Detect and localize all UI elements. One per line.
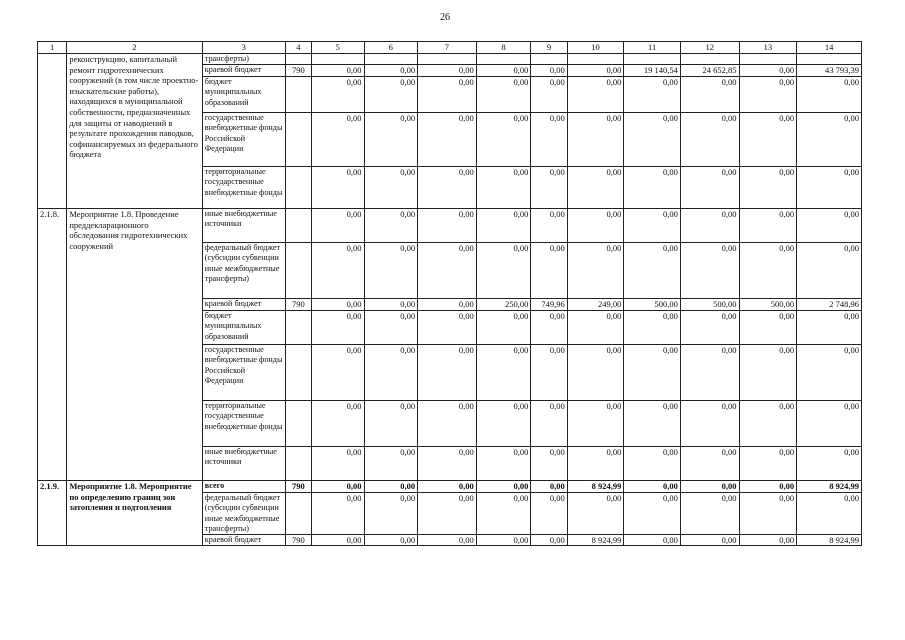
item-code: 2.1.9.	[38, 481, 67, 546]
column-number-header: 3	[202, 42, 285, 54]
amount-value: 0,00	[476, 401, 531, 447]
item-description: реконструкцию, капитальный ремонт гидротехнических сооружений (в том числе проектно-изыскательские работы), находящихся в муниципальной собственности, предназначенных для защиты от наводнений в результате прохождения паводков, софинансируемых из федерального бюджета	[67, 54, 202, 209]
budget-table	[37, 41, 862, 546]
amount-value: 0,00	[531, 535, 567, 546]
amount-value: 0,00	[311, 113, 364, 167]
amount-value: 0,00	[624, 345, 681, 401]
amount-value: 0,00	[311, 535, 364, 546]
amount-value: 0,00	[739, 65, 797, 77]
amount-value: 0,00	[476, 167, 531, 209]
amount-value: 0,00	[624, 493, 681, 535]
amount-value: 0,00	[739, 447, 797, 481]
amount-value: 0,00	[680, 481, 739, 493]
total-value: 8 924,99	[797, 535, 862, 546]
column-number-header: 13	[739, 42, 797, 54]
total-value: 2 748,96	[797, 299, 862, 311]
column-number-header: 7	[418, 42, 477, 54]
amount-value: 0,00	[739, 77, 797, 113]
amount-value: 0,00	[531, 447, 567, 481]
total-value: 0,00	[797, 167, 862, 209]
amount-value: 0,00	[739, 209, 797, 243]
amount-value: 0,00	[567, 113, 624, 167]
amount-value: 0,00	[567, 77, 624, 113]
column-number-header: 5	[311, 42, 364, 54]
amount-value: 0,00	[680, 401, 739, 447]
amount-value: 0,00	[739, 167, 797, 209]
amount-value: 0,00	[624, 167, 681, 209]
amount-value: 0,00	[624, 535, 681, 546]
amount-value: 0,00	[311, 447, 364, 481]
amount-value: 0,00	[364, 481, 418, 493]
table-row	[38, 54, 862, 65]
amount-value: 0,00	[476, 311, 531, 345]
admin-code	[285, 243, 311, 299]
total-value: 0,00	[797, 311, 862, 345]
admin-code: 790	[285, 535, 311, 546]
amount-value: 0,00	[364, 65, 418, 77]
amount-value: 0,00	[311, 243, 364, 299]
amount-value: 0,00	[311, 345, 364, 401]
funding-source: территориальные государственные внебюджетные фонды	[202, 167, 285, 209]
amount-value: 0,00	[531, 65, 567, 77]
amount-value: 249,00	[567, 299, 624, 311]
amount-value: 0,00	[624, 209, 681, 243]
page-number: 26	[440, 12, 450, 23]
amount-value: 0,00	[311, 209, 364, 243]
column-number-row	[38, 42, 862, 54]
column-number-header: 9	[531, 42, 567, 54]
total-value	[797, 54, 862, 65]
column-number-header: 10	[567, 42, 624, 54]
amount-value: 19 140,54	[624, 65, 681, 77]
amount-value: 0,00	[476, 209, 531, 243]
amount-value: 0,00	[680, 535, 739, 546]
amount-value: 0,00	[567, 209, 624, 243]
amount-value: 0,00	[476, 243, 531, 299]
amount-value: 0,00	[311, 493, 364, 535]
column-number-header: 14	[797, 42, 862, 54]
funding-source: бюджет муниципальных образований	[202, 77, 285, 113]
funding-source: бюджет муниципальных образований	[202, 311, 285, 345]
column-number-header: 1	[38, 42, 67, 54]
funding-source: государственные внебюджетные фонды Российской Федерации	[202, 345, 285, 401]
funding-source: иные внебюджетные источники	[202, 209, 285, 243]
admin-code	[285, 447, 311, 481]
amount-value: 500,00	[624, 299, 681, 311]
admin-code	[285, 54, 311, 65]
amount-value: 0,00	[364, 345, 418, 401]
funding-source: государственные внебюджетные фонды Российской Федерации	[202, 113, 285, 167]
table-row	[38, 209, 862, 243]
amount-value: 0,00	[680, 167, 739, 209]
amount-value: 0,00	[364, 77, 418, 113]
amount-value: 0,00	[476, 345, 531, 401]
amount-value: 0,00	[364, 209, 418, 243]
amount-value: 0,00	[739, 311, 797, 345]
amount-value: 0,00	[531, 243, 567, 299]
amount-value: 0,00	[418, 299, 477, 311]
amount-value: 0,00	[311, 311, 364, 345]
amount-value: 0,00	[311, 167, 364, 209]
amount-value	[680, 54, 739, 65]
column-number-header: 8	[476, 42, 531, 54]
amount-value: 0,00	[739, 345, 797, 401]
amount-value	[739, 54, 797, 65]
amount-value: 0,00	[531, 493, 567, 535]
amount-value: 0,00	[364, 401, 418, 447]
admin-code	[285, 311, 311, 345]
amount-value: 0,00	[680, 77, 739, 113]
amount-value: 0,00	[418, 65, 477, 77]
total-value: 8 924,99	[797, 481, 862, 493]
amount-value: 0,00	[624, 243, 681, 299]
amount-value: 0,00	[311, 299, 364, 311]
total-value: 0,00	[797, 401, 862, 447]
amount-value: 0,00	[418, 243, 477, 299]
amount-value: 0,00	[567, 65, 624, 77]
total-value: 0,00	[797, 447, 862, 481]
amount-value: 0,00	[311, 77, 364, 113]
amount-value: 250,00	[476, 299, 531, 311]
item-code: 2.1.8.	[38, 209, 67, 481]
admin-code	[285, 401, 311, 447]
funding-source: федеральный бюджет (субсидии субвенции иные межбюджетные трансферты)	[202, 243, 285, 299]
amount-value: 0,00	[567, 447, 624, 481]
admin-code: 790	[285, 65, 311, 77]
amount-value: 0,00	[531, 345, 567, 401]
amount-value: 0,00	[680, 345, 739, 401]
funding-source: всего	[202, 481, 285, 493]
total-value: 0,00	[797, 243, 862, 299]
total-value: 0,00	[797, 77, 862, 113]
amount-value	[531, 54, 567, 65]
amount-value: 0,00	[311, 401, 364, 447]
amount-value: 0,00	[476, 65, 531, 77]
amount-value: 0,00	[364, 167, 418, 209]
amount-value: 0,00	[364, 243, 418, 299]
admin-code	[285, 77, 311, 113]
amount-value: 0,00	[311, 481, 364, 493]
amount-value	[418, 54, 477, 65]
amount-value: 0,00	[567, 311, 624, 345]
amount-value: 8 924,99	[567, 535, 624, 546]
column-number-header: 4	[285, 42, 311, 54]
column-number-header: 2	[67, 42, 202, 54]
amount-value: 0,00	[364, 113, 418, 167]
funding-source: федеральный бюджет (субсидии субвенции иные межбюджетные трансферты)	[202, 493, 285, 535]
amount-value: 0,00	[476, 535, 531, 546]
amount-value: 0,00	[418, 447, 477, 481]
amount-value: 0,00	[418, 311, 477, 345]
amount-value: 0,00	[739, 113, 797, 167]
amount-value: 0,00	[531, 209, 567, 243]
total-value: 0,00	[797, 345, 862, 401]
amount-value	[311, 54, 364, 65]
column-number-header: 6	[364, 42, 418, 54]
amount-value	[567, 54, 624, 65]
amount-value: 0,00	[531, 167, 567, 209]
amount-value: 0,00	[418, 167, 477, 209]
amount-value: 0,00	[531, 113, 567, 167]
total-value: 0,00	[797, 113, 862, 167]
funding-source: трансферты)	[202, 54, 285, 65]
item-description: Мероприятие 1.8. Проведение преддекларационного обследования гидротехнических сооружений	[67, 209, 202, 481]
admin-code: 790	[285, 299, 311, 311]
amount-value: 8 924,99	[567, 481, 624, 493]
amount-value	[624, 54, 681, 65]
amount-value: 0,00	[418, 481, 477, 493]
amount-value	[476, 54, 531, 65]
amount-value: 0,00	[364, 299, 418, 311]
amount-value: 0,00	[476, 113, 531, 167]
amount-value: 0,00	[364, 311, 418, 345]
amount-value	[364, 54, 418, 65]
amount-value: 500,00	[680, 299, 739, 311]
amount-value: 0,00	[739, 493, 797, 535]
amount-value: 0,00	[739, 243, 797, 299]
table-row	[38, 481, 862, 493]
amount-value: 0,00	[624, 481, 681, 493]
amount-value: 0,00	[531, 311, 567, 345]
amount-value: 0,00	[364, 447, 418, 481]
amount-value: 0,00	[680, 311, 739, 345]
amount-value: 0,00	[680, 113, 739, 167]
amount-value: 0,00	[624, 447, 681, 481]
admin-code	[285, 345, 311, 401]
amount-value: 0,00	[418, 77, 477, 113]
amount-value: 0,00	[680, 493, 739, 535]
amount-value: 0,00	[624, 77, 681, 113]
amount-value: 0,00	[418, 401, 477, 447]
amount-value: 0,00	[680, 243, 739, 299]
amount-value: 0,00	[567, 493, 624, 535]
amount-value: 749,96	[531, 299, 567, 311]
amount-value: 0,00	[531, 401, 567, 447]
funding-source: иные внебюджетные источники	[202, 447, 285, 481]
amount-value: 0,00	[567, 345, 624, 401]
total-value: 0,00	[797, 209, 862, 243]
amount-value: 0,00	[567, 401, 624, 447]
amount-value: 0,00	[531, 77, 567, 113]
column-number-header: 12	[680, 42, 739, 54]
amount-value: 0,00	[739, 401, 797, 447]
item-code	[38, 54, 67, 209]
amount-value: 0,00	[364, 535, 418, 546]
funding-source: краевой бюджет	[202, 299, 285, 311]
amount-value: 0,00	[476, 481, 531, 493]
amount-value: 0,00	[418, 493, 477, 535]
amount-value: 0,00	[418, 535, 477, 546]
amount-value: 0,00	[364, 493, 418, 535]
admin-code: 790	[285, 481, 311, 493]
admin-code	[285, 493, 311, 535]
amount-value: 0,00	[531, 481, 567, 493]
amount-value: 0,00	[418, 209, 477, 243]
amount-value: 0,00	[418, 345, 477, 401]
admin-code	[285, 209, 311, 243]
amount-value: 0,00	[739, 535, 797, 546]
amount-value: 0,00	[567, 167, 624, 209]
amount-value: 0,00	[624, 311, 681, 345]
column-number-header: 11	[624, 42, 681, 54]
admin-code	[285, 113, 311, 167]
amount-value: 500,00	[739, 299, 797, 311]
amount-value: 0,00	[476, 77, 531, 113]
funding-source: краевой бюджет	[202, 65, 285, 77]
amount-value: 0,00	[418, 113, 477, 167]
amount-value: 0,00	[311, 65, 364, 77]
total-value: 0,00	[797, 493, 862, 535]
amount-value: 0,00	[476, 447, 531, 481]
funding-source: краевой бюджет	[202, 535, 285, 546]
amount-value: 24 652,85	[680, 65, 739, 77]
amount-value: 0,00	[680, 447, 739, 481]
admin-code	[285, 167, 311, 209]
total-value: 43 793,39	[797, 65, 862, 77]
amount-value: 0,00	[567, 243, 624, 299]
amount-value: 0,00	[624, 113, 681, 167]
amount-value: 0,00	[476, 493, 531, 535]
amount-value: 0,00	[739, 481, 797, 493]
amount-value: 0,00	[624, 401, 681, 447]
item-description: Мероприятие 1.8. Мероприятие по определению границ зон затопления и подтопления	[67, 481, 202, 546]
funding-source: территориальные государственные внебюджетные фонды	[202, 401, 285, 447]
amount-value: 0,00	[680, 209, 739, 243]
